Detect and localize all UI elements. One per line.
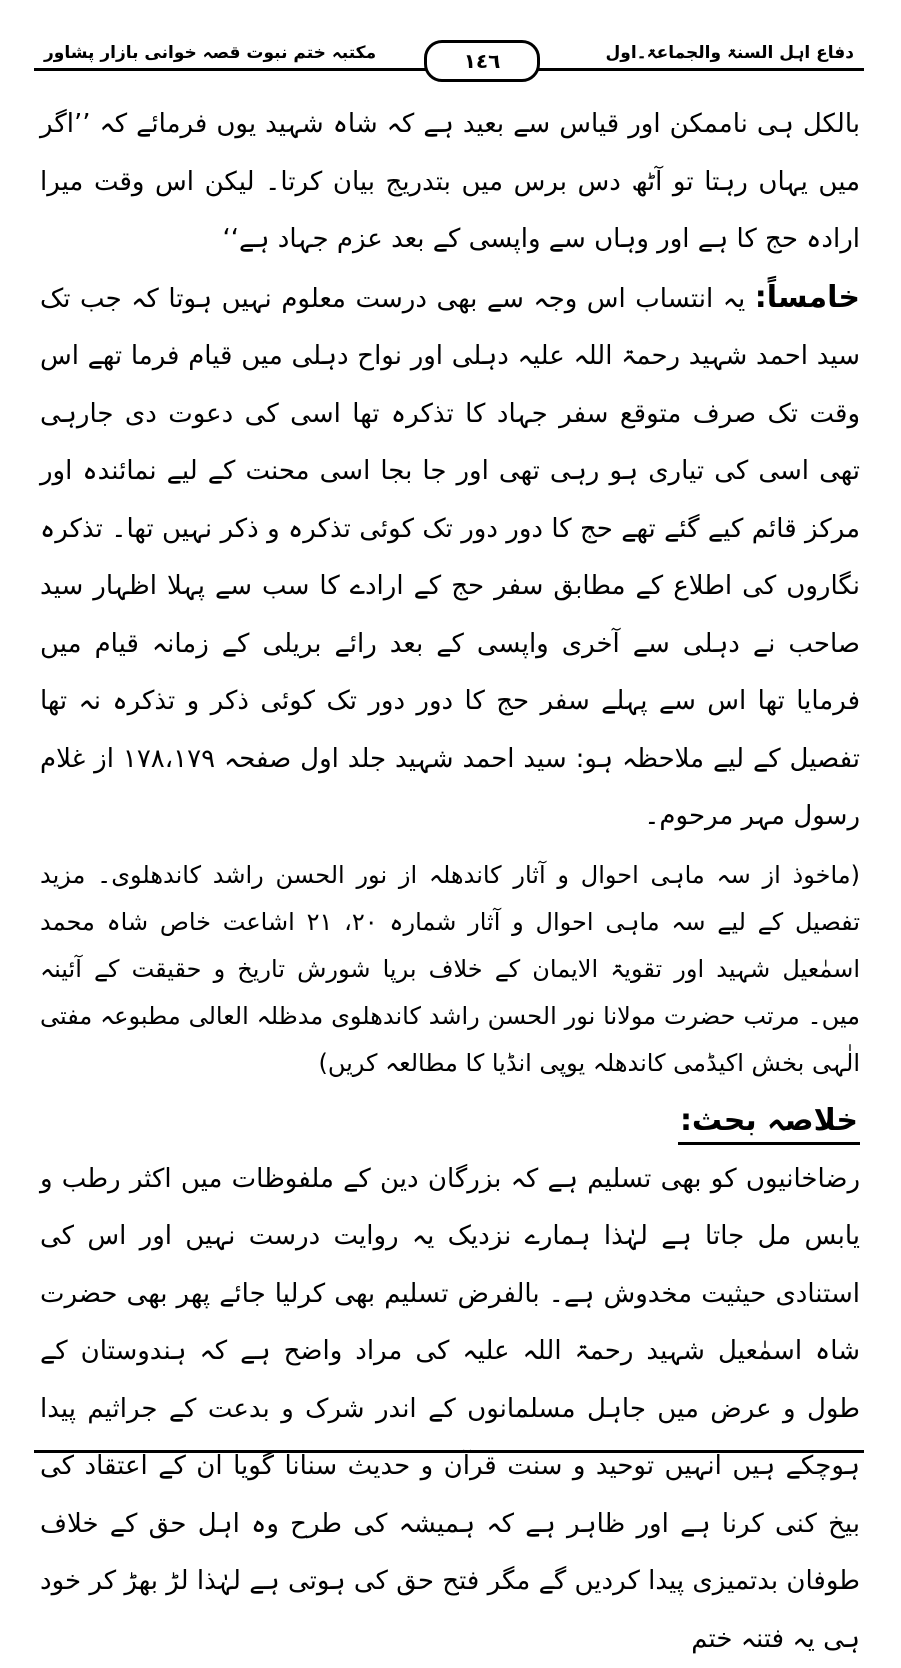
paragraph-2-body: یہ انتساب اس وجہ سے بھی درست معلوم نہیں ہوتا کہ جب تک سید احمد شہید رحمۃ اللہ علیہ دہلی اور نواح دہلی میں قیام فرما تھے اس وقت تک صرف متوقع سفر جہاد کا تذکرہ تھا اسی کی دعوت دی جارہی تھی اسی کی تیاری ہو رہی تھی اور جا بجا اسی محنت کے لیے نمائندہ اور مرکز قائم کیے گئے تھے حج کا دور دور تک کوئی تذکرہ و ذکر نہیں تھا۔ تذکرہ نگاروں کی اطلاع کے مطابق سفر حج کے ارادے کا سب سے پہلا اظہار سید صاحب نے دہلی سے آخری واپسی کے بعد رائے بریلی کے زمانہ قیام میں فرمایا تھا اس سے پہلے سفر حج کا دور دور تک کوئی ذکر و تذکرہ نہ تھا تفصیل کے لیے ملاحظہ ہو: سید احمد شہید جلد اول صفحہ ۱۷۸،۱۷۹ از غلام رسول مہر مرحوم۔ [40, 284, 860, 832]
page-header [34, 36, 864, 88]
paragraph-1: بالکل ہی ناممکن اور قیاس سے بعید ہے کہ شاہ شہید یوں فرمائے کہ ’’اگر میں یہاں رہتا تو آٹھ دس برس میں بتدریج بیان کرتا۔ لیکن اس وقت میرا ارادہ حج کا ہے اور وہاں سے واپسی کے بعد عزم جہاد ہے‘‘ [40, 96, 860, 269]
paragraph-2 [40, 269, 860, 846]
paragraph-2-lead: خامساً: [755, 280, 860, 315]
book-title: دفاع اہل السنۃ والجماعۃ۔اول [600, 42, 860, 63]
section-heading [40, 1091, 860, 1151]
footer-rule [34, 1450, 864, 1453]
reference-note: (ماخوذ از سہ ماہی احوال و آثار کاندھلہ از نور الحسن راشد کاندھلوی۔ مزید تفصیل کے لیے سہ ماہی احوال و آثار شمارہ ۲۰، ۲۱ اشاعت خاص شاہ محمد اسمٰعیل شہید اور تقویۃ الایمان کے خلاف برپا شورش تاریخ و حقیقت کے آئینہ میں۔ مرتب حضرت مولانا نور الحسن راشد کاندھلوی مدظلہ العالی مطبوعہ مفتی الٰہی بخش اکیڈمی کاندھلہ یوپی انڈیا کا مطالعہ کریں) [40, 852, 860, 1087]
section-heading-text: خلاصہ بحث: [678, 1103, 860, 1145]
page-number: ١٤٦ [424, 40, 540, 82]
publisher-label: مکتبہ ختم نبوت قصہ خوانی بازار پشاور [38, 42, 382, 63]
page-body [40, 96, 860, 1668]
paragraph-4: رضاخانیوں کو بھی تسلیم ہے کہ بزرگان دین کے ملفوظات میں اکثر رطب و یابس مل جاتا ہے لہٰذا ہمارے نزدیک یہ روایت درست نہیں اور اس کی استنادی حیثیت مخدوش ہے۔ بالفرض تسلیم بھی کرلیا جائے پھر بھی حضرت شاہ اسمٰعیل شہید رحمۃ اللہ علیہ کی مراد واضح ہے کہ ہندوستان کے طول و عرض میں جاہل مسلمانوں کے اندر شرک و بدعت کے جراثیم پیدا ہوچکے ہیں انہیں توحید و سنت قرآن و حدیث سنانا گویا ان کے اعتقاد کی بیخ کنی کرنا ہے اور ظاہر ہے کہ ہمیشہ کی طرح وہ اہل حق کے خلاف طوفان بدتمیزی پیدا کردیں گے مگر فتح حق کی ہوتی ہے لہٰذا لڑ بھڑ کر خود ہی یہ فتنہ ختم [40, 1151, 860, 1668]
